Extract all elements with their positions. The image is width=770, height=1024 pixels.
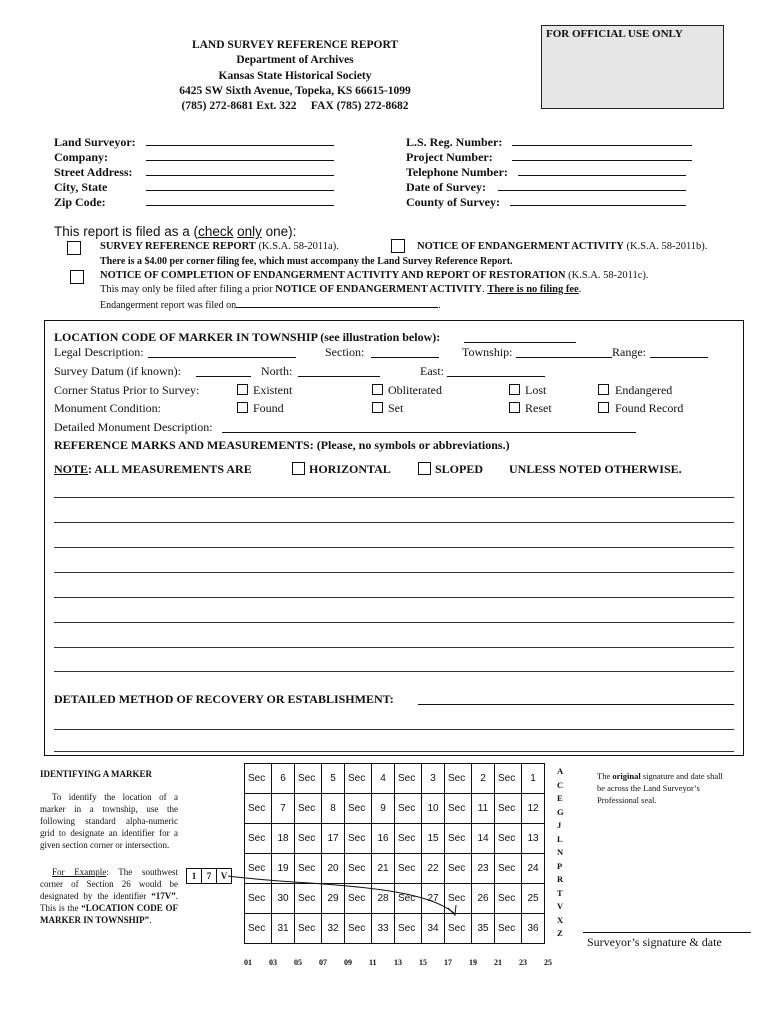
- code-box: V: [217, 868, 232, 884]
- section-cell-label: Sec: [245, 884, 272, 914]
- seal-note: The original signature and date shall be across the Land Surveyor’s Professional seal.: [597, 771, 723, 805]
- lost-label: Lost: [525, 383, 547, 397]
- section-number: 13: [522, 824, 545, 854]
- section-cell-label: Sec: [345, 914, 372, 944]
- date-input[interactable]: [498, 178, 686, 191]
- endangerment-date-input[interactable]: [236, 298, 438, 308]
- field-street: Street Address:: [54, 163, 344, 178]
- section-number: 35: [472, 914, 495, 944]
- section-input[interactable]: [371, 345, 439, 358]
- measurement-line[interactable]: [54, 647, 734, 648]
- zip-input[interactable]: [146, 193, 334, 206]
- section-cell-label: Sec: [245, 794, 272, 824]
- example-arrow: [220, 864, 480, 924]
- measurement-line[interactable]: [54, 622, 734, 623]
- checkbox-lost[interactable]: [509, 384, 520, 395]
- north-input[interactable]: [298, 364, 380, 377]
- section-number: 14: [472, 824, 495, 854]
- measurement-line[interactable]: [54, 671, 734, 672]
- checkbox-existent[interactable]: [237, 384, 248, 395]
- measurements-note: NOTE: ALL MEASUREMENTS ARE: [54, 462, 252, 476]
- endangerment-filed-on: Endangerment report was filed on .: [100, 300, 441, 311]
- grid-row: [245, 824, 545, 854]
- east-label: East:: [420, 364, 444, 378]
- checkbox-notice-completion[interactable]: [70, 270, 84, 284]
- section-cell-label: Sec: [295, 854, 322, 884]
- grid-number: 03: [269, 958, 277, 967]
- section-cell-label: Sec: [445, 914, 472, 944]
- section-cell-label: Sec: [495, 824, 522, 854]
- section-cell-label: Sec: [395, 794, 422, 824]
- grid-number: 25: [544, 958, 552, 967]
- field-company: Company:: [54, 148, 344, 163]
- grid-letter: A: [557, 766, 564, 776]
- surveyor-fields: [54, 133, 344, 208]
- field-county: County of Survey:: [406, 193, 706, 208]
- range-label: Range:: [612, 345, 646, 359]
- field-date-of-survey: Date of Survey:: [406, 178, 706, 193]
- section-number: 15: [422, 824, 445, 854]
- grid-letter: R: [557, 874, 564, 884]
- east-input[interactable]: [447, 364, 545, 377]
- section-cell-label: Sec: [245, 824, 272, 854]
- section-cell-label: Sec: [245, 764, 272, 794]
- grid-row: [245, 794, 545, 824]
- grid-letter: G: [557, 806, 564, 817]
- reg-number-input[interactable]: [512, 133, 692, 146]
- section-number: 33: [372, 914, 395, 944]
- code-box: 7: [202, 868, 217, 884]
- section-number: 4: [372, 764, 395, 794]
- official-use-box: [541, 25, 724, 109]
- arrow-line: [228, 876, 455, 914]
- grid-number: 09: [344, 958, 352, 967]
- grid-row-letters: [557, 766, 564, 942]
- township-input[interactable]: [516, 345, 612, 358]
- option-notice-endangerment: NOTICE OF ENDANGERMENT ACTIVITY (K.S.A. 58-2011b).: [417, 241, 708, 252]
- checkbox-endangered[interactable]: [598, 384, 609, 395]
- phone-fax: (785) 272-8681 Ext. 322 FAX (785) 272-8682: [181, 100, 409, 113]
- grid-number: 07: [319, 958, 327, 967]
- section-number: 11: [472, 794, 495, 824]
- section-cell-label: Sec: [345, 854, 372, 884]
- section-number: 34: [422, 914, 445, 944]
- method-line[interactable]: [54, 729, 734, 730]
- horizontal-label: HORIZONTAL: [309, 462, 391, 476]
- method-input[interactable]: [418, 692, 734, 705]
- reference-marks-label: REFERENCE MARKS AND MEASUREMENTS: (Please, no symbols or abbreviations.): [54, 438, 510, 452]
- section-number: 30: [272, 884, 295, 914]
- checkbox-set[interactable]: [372, 402, 383, 413]
- section-number: 3: [422, 764, 445, 794]
- grid-letter: T: [557, 887, 563, 898]
- identify-title: IDENTIFYING A MARKER: [40, 769, 153, 779]
- grid-number: 23: [519, 958, 527, 967]
- city-input[interactable]: [146, 178, 334, 191]
- checkbox-horizontal[interactable]: [292, 462, 305, 475]
- detailed-description-label: Detailed Monument Description:: [54, 420, 213, 434]
- grid-letter: P: [557, 860, 563, 871]
- code-box: 1: [186, 868, 202, 884]
- grid-number: 01: [244, 958, 252, 967]
- grid-letter: V: [557, 901, 564, 911]
- section-cell-label: Sec: [295, 884, 322, 914]
- section-cell-label: Sec: [395, 914, 422, 944]
- section-number: 32: [322, 914, 345, 944]
- section-cell-label: Sec: [445, 794, 472, 824]
- method-line[interactable]: [54, 751, 734, 752]
- checkbox-survey-reference[interactable]: [67, 241, 81, 255]
- section-number: 27: [422, 884, 445, 914]
- section-cell-label: Sec: [245, 914, 272, 944]
- existent-label: Existent: [253, 383, 293, 397]
- grid-number: 15: [419, 958, 427, 967]
- survey-datum-label: Survey Datum (if known):: [54, 364, 181, 378]
- north-label: North:: [261, 364, 293, 378]
- set-label: Set: [388, 401, 404, 415]
- section-cell-label: Sec: [345, 764, 372, 794]
- grid-letter: J: [557, 820, 562, 830]
- section-cell-label: Sec: [395, 824, 422, 854]
- grid-letter: X: [557, 914, 564, 925]
- official-use-label: FOR OFFICIAL USE ONLY: [546, 28, 683, 40]
- field-project-number: Project Number:: [406, 148, 706, 163]
- society: Kansas State Historical Society: [218, 69, 372, 82]
- checkbox-notice-endangerment[interactable]: [391, 239, 405, 253]
- section-number: 20: [322, 854, 345, 884]
- method-label: DETAILED METHOD OF RECOVERY OR ESTABLISHMENT:: [54, 692, 394, 706]
- grid-number: 11: [369, 958, 377, 967]
- section-number: 12: [522, 794, 545, 824]
- section-cell-label: Sec: [495, 914, 522, 944]
- endangered-label: Endangered: [615, 383, 673, 397]
- section-number: 6: [272, 764, 295, 794]
- checkbox-found[interactable]: [237, 402, 248, 413]
- section-number: 26: [472, 884, 495, 914]
- grid-letter: N: [557, 847, 564, 857]
- filed-as-intro: This report is filed as a (check only one):: [54, 224, 297, 239]
- section-number: 23: [472, 854, 495, 884]
- section-number: 31: [272, 914, 295, 944]
- section-number: 10: [422, 794, 445, 824]
- measurement-line[interactable]: [54, 547, 734, 548]
- section-cell-label: Sec: [445, 824, 472, 854]
- section-number: 24: [522, 854, 545, 884]
- form-header: [140, 38, 450, 114]
- grid-row: [245, 764, 545, 794]
- obliterated-label: Obliterated: [388, 383, 442, 397]
- section-cell-label: Sec: [295, 764, 322, 794]
- section-cell-label: Sec: [445, 854, 472, 884]
- section-number: 1: [522, 764, 545, 794]
- section-cell-label: Sec: [495, 884, 522, 914]
- survey-datum-input[interactable]: [196, 364, 251, 377]
- field-reg-number: L.S. Reg. Number:: [406, 133, 706, 148]
- section-cell-label: Sec: [395, 884, 422, 914]
- section-cell-label: Sec: [445, 764, 472, 794]
- section-cell-label: Sec: [395, 764, 422, 794]
- grid-letter: L: [557, 833, 563, 844]
- detailed-description-input[interactable]: [222, 420, 636, 433]
- county-input[interactable]: [510, 193, 686, 206]
- section-cell-label: Sec: [495, 764, 522, 794]
- section-cell-label: Sec: [345, 824, 372, 854]
- grid-number: 17: [444, 958, 452, 967]
- project-number-input[interactable]: [512, 148, 692, 161]
- section-cell-label: Sec: [445, 884, 472, 914]
- section-number: 25: [522, 884, 545, 914]
- location-code-label: LOCATION CODE OF MARKER IN TOWNSHIP (see illustration below):: [54, 330, 441, 344]
- section-number: 36: [522, 914, 545, 944]
- section-number: 2: [472, 764, 495, 794]
- section-label: Section:: [325, 345, 365, 359]
- grid-number: 19: [469, 958, 477, 967]
- checkbox-reset[interactable]: [509, 402, 520, 413]
- monument-condition-label: Monument Condition:: [54, 401, 162, 415]
- checkbox-obliterated[interactable]: [372, 384, 383, 395]
- land-surveyor-input[interactable]: [146, 133, 334, 146]
- measurement-line[interactable]: [54, 497, 734, 498]
- section-cell-label: Sec: [495, 854, 522, 884]
- grid-number: 21: [494, 958, 502, 967]
- range-input[interactable]: [650, 345, 708, 358]
- section-cell-label: Sec: [395, 854, 422, 884]
- grid-number: 13: [394, 958, 402, 967]
- section-number: 29: [322, 884, 345, 914]
- section-number: 22: [422, 854, 445, 884]
- street-input[interactable]: [146, 163, 334, 176]
- section-cell-label: Sec: [345, 794, 372, 824]
- section-cell-label: Sec: [345, 884, 372, 914]
- location-code-input[interactable]: [464, 330, 576, 343]
- unless-noted-label: UNLESS NOTED OTHERWISE.: [509, 462, 682, 476]
- option-notice-completion: NOTICE OF COMPLETION OF ENDANGERMENT ACTIVITY AND REPORT OF RESTORATION (K.S.A. 58-2011c).: [100, 270, 649, 281]
- legal-description-label: Legal Description:: [54, 345, 144, 359]
- identify-paragraph: To identify the location of a marker in a township, use the following standard alpha-numeric grid to designate an identifier for a given section corner or intersection.: [40, 792, 178, 850]
- measurement-line[interactable]: [54, 572, 734, 573]
- field-telephone: Telephone Number:: [406, 163, 706, 178]
- department: Department of Archives: [236, 54, 354, 67]
- survey-fields: [406, 133, 706, 208]
- field-land-surveyor: Land Surveyor:: [54, 133, 344, 148]
- grid-number: 05: [294, 958, 302, 967]
- signature-label: Surveyor’s signature & date: [587, 935, 722, 949]
- sloped-label: SLOPED: [435, 462, 484, 476]
- section-number: 28: [372, 884, 395, 914]
- address: 6425 SW Sixth Avenue, Topeka, KS 66615-1099: [179, 84, 411, 97]
- grid-letter: E: [557, 793, 563, 803]
- reset-label: Reset: [525, 401, 552, 415]
- grid-letter: C: [557, 779, 564, 790]
- grid-column-numbers: [244, 958, 554, 970]
- found-record-label: Found Record: [615, 401, 684, 415]
- section-cell-label: Sec: [295, 824, 322, 854]
- option-survey-reference: SURVEY REFERENCE REPORT (K.S.A. 58-2011a).: [100, 241, 339, 252]
- section-number: 8: [322, 794, 345, 824]
- township-label: Township:: [462, 345, 513, 359]
- section-cell-label: Sec: [295, 794, 322, 824]
- signature-line[interactable]: [583, 932, 751, 933]
- checkbox-found-record[interactable]: [598, 402, 609, 413]
- section-number: 17: [322, 824, 345, 854]
- field-zip: Zip Code:: [54, 193, 344, 208]
- section-number: 19: [272, 854, 295, 884]
- section-cell-label: Sec: [295, 914, 322, 944]
- corner-status-label: Corner Status Prior to Survey:: [54, 383, 200, 397]
- grid-letter: Z: [557, 928, 563, 938]
- identify-example: For Example: The southwest corner of Section 26 would be designated by the identifier “17V”. This is the “LOCATION CODE OF MARKER IN TOWNSHIP”.: [40, 867, 179, 925]
- section-number: 5: [322, 764, 345, 794]
- measurement-line[interactable]: [54, 597, 734, 598]
- section-cell-label: Sec: [245, 854, 272, 884]
- completion-filing-note: This may only be filed after filing a prior NOTICE OF ENDANGERMENT ACTIVITY. There is no filing fee.: [100, 284, 582, 295]
- measurement-line[interactable]: [54, 522, 734, 523]
- telephone-input[interactable]: [518, 163, 686, 176]
- section-cell-label: Sec: [495, 794, 522, 824]
- section-number: 9: [372, 794, 395, 824]
- filing-fee-note: There is a $4.00 per corner filing fee, which must accompany the Land Survey Reference Report.: [100, 256, 513, 267]
- checkbox-sloped[interactable]: [418, 462, 431, 475]
- field-city: City, State: [54, 178, 344, 193]
- section-number: 18: [272, 824, 295, 854]
- found-label: Found: [253, 401, 284, 415]
- form-title: LAND SURVEY REFERENCE REPORT: [191, 39, 399, 51]
- section-number: 21: [372, 854, 395, 884]
- legal-description-input[interactable]: [148, 345, 296, 358]
- company-input[interactable]: [146, 148, 334, 161]
- section-number: 16: [372, 824, 395, 854]
- section-number: 7: [272, 794, 295, 824]
